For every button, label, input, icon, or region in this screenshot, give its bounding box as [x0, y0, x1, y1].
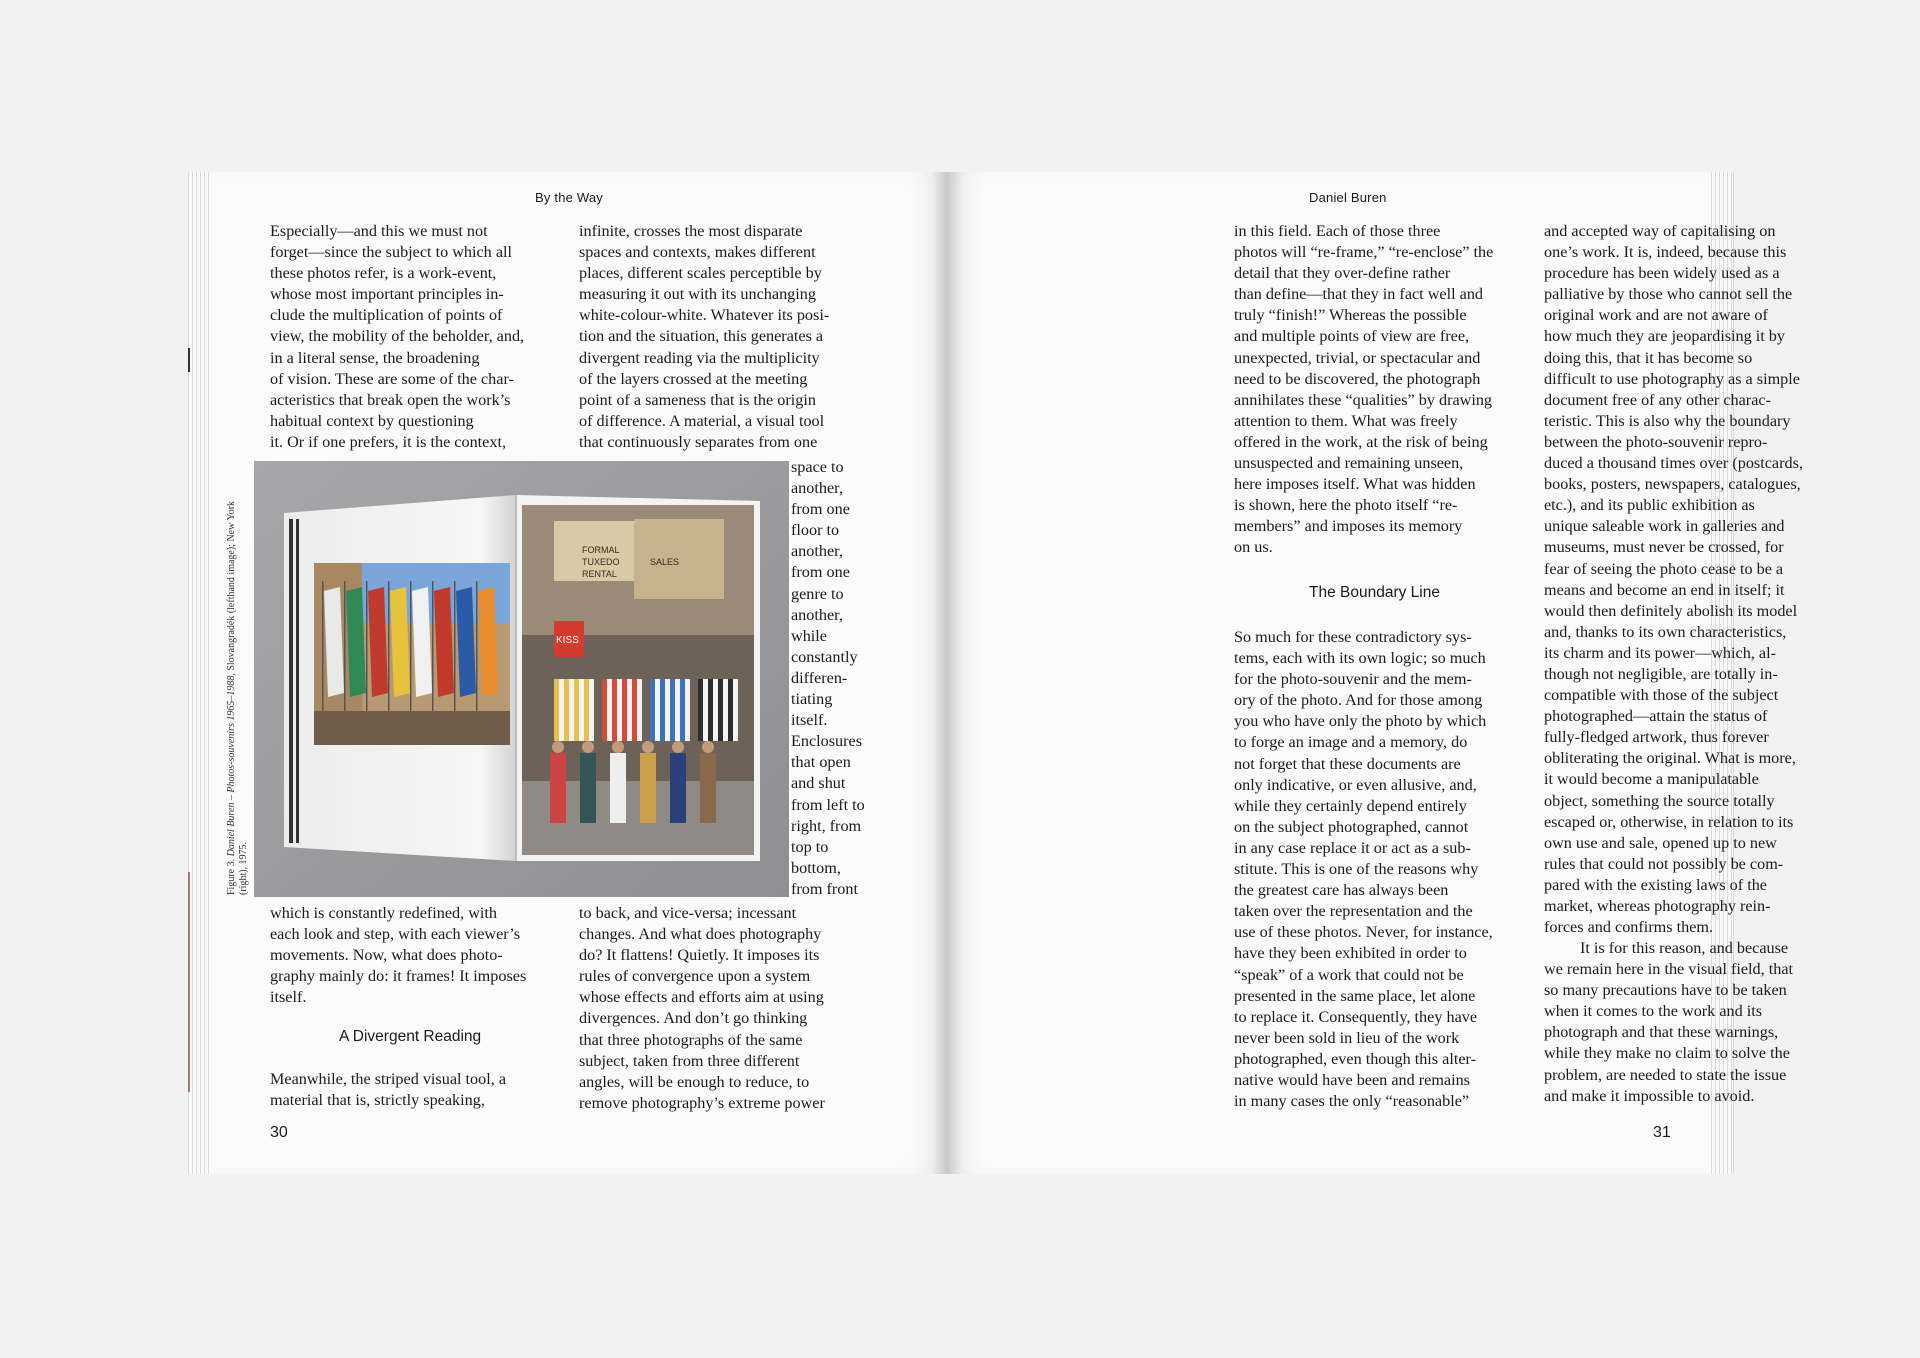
text-line: So much for these contradictory sys- [1234, 628, 1472, 646]
text-line: native would have been and remains [1234, 1070, 1470, 1089]
text-line: it would become a manipulatable [1544, 770, 1759, 789]
text-line: Meanwhile, the striped visual tool, a [270, 1070, 507, 1088]
text-line: palliative by those who cannot sell the [1544, 285, 1793, 304]
text-line: subject, taken from three different [579, 1051, 800, 1070]
text-line: original work and are not aware of [1544, 306, 1768, 325]
text-line: use of these photos. Never, for instance, [1234, 923, 1493, 942]
text-line: bottom, [791, 858, 841, 877]
text-line: whose effects and efforts aim at using [579, 988, 824, 1007]
person-figure [642, 741, 654, 753]
text-line: from one [791, 563, 850, 582]
text-line: view, the mobility of the beholder, and, [270, 327, 525, 346]
text-line: while they make no claim to solve the [1544, 1044, 1790, 1063]
left-column-1-bottom [270, 903, 526, 1008]
text-line: means and become an end in itself; it [1544, 580, 1785, 599]
street-sign-text: TUXEDO [582, 557, 620, 567]
left-page-edges [188, 172, 215, 1174]
flag-pole [410, 581, 412, 731]
text-line: so many precautions have to be taken [1544, 981, 1787, 1000]
text-line: it. Or if one prefers, it is the context, [270, 432, 506, 451]
gutter-shadow [932, 172, 962, 1174]
text-line: of the layers crossed at the meeting [579, 369, 808, 388]
text-line: document free of any other charac- [1544, 390, 1771, 409]
text-line: ory of the photo. And for those among [1234, 691, 1483, 710]
text-line: photos will “re-frame,” “re-enclose” the [1234, 243, 1494, 262]
running-head-left: By the Way [535, 190, 603, 205]
text-line: would then definitely abolish its model [1544, 601, 1798, 620]
text-line: tems, each with its own logic; so much [1234, 649, 1486, 668]
text-line: on us. [1234, 538, 1273, 557]
text-line: unique saleable work in galleries and [1544, 517, 1785, 536]
text-line: teristic. This is also why the boundary [1544, 411, 1791, 430]
person-figure [612, 741, 624, 753]
stripe-board [574, 679, 579, 741]
text-line: graphy mainly do: it frames! It imposes [270, 967, 527, 986]
text-line: photographed, even though this alter- [1234, 1049, 1476, 1068]
text-line: angles, will be enough to reduce, to [579, 1072, 810, 1091]
figure-book-photo [254, 461, 789, 897]
text-line: detail that they over-define rather [1234, 264, 1451, 283]
text-line: to forge an image and a memory, do [1234, 733, 1468, 752]
text-line: infinite, crosses the most disparate [579, 222, 803, 240]
text-line: white-colour-white. Whatever its posi- [579, 306, 830, 325]
text-line: point of a sameness that is the origin [579, 390, 816, 409]
text-line: rules of convergence upon a system [579, 967, 811, 986]
left-page [212, 172, 947, 1174]
text-line: members” and imposes its memory [1234, 517, 1463, 536]
text-line: another, [791, 542, 843, 561]
text-line: for the photo-souvenir and the mem- [1234, 670, 1472, 689]
text-line: in many cases the only “reasonable” [1234, 1092, 1470, 1111]
text-line: in any case replace it or act as a sub- [1234, 838, 1471, 857]
text-line: one’s work. It is, indeed, because this [1544, 243, 1787, 262]
text-line: how much they are jeopardising it by [1544, 327, 1785, 346]
text-line: acteristics that break open the work’s [270, 390, 511, 409]
text-line: which is constantly redefined, with [270, 904, 498, 922]
text-line: market, whereas photography rein- [1544, 897, 1771, 915]
street-sign-text: SALES [650, 557, 680, 567]
text-line: fear of seeing the photo cease to be a [1544, 559, 1784, 578]
text-line: and multiple points of view are free, [1234, 327, 1470, 346]
text-line: from left to [791, 795, 865, 814]
text-line: escaped or, otherwise, in relation to its [1544, 812, 1794, 831]
flag-pole [388, 581, 390, 731]
text-line: of difference. A material, a visual tool [579, 411, 825, 430]
text-line: procedure has been widely used as a [1544, 264, 1780, 283]
text-line: from one [791, 500, 850, 519]
flag-pole [432, 581, 434, 731]
stripe-board [584, 679, 589, 741]
text-line: its charm and its power—which, al- [1544, 643, 1776, 662]
street-sign-text: RENTAL [582, 569, 617, 579]
subheading-divergent-reading: A Divergent Reading [339, 1028, 482, 1045]
text-line: and, thanks to its own characteristics, [1544, 622, 1787, 641]
text-line: whose most important principles in- [270, 285, 504, 304]
text-line: while [791, 626, 827, 645]
edge-mark [188, 872, 190, 1092]
flag-pole [476, 581, 478, 731]
text-line: unexpected, trivial, or spectacular and [1234, 348, 1481, 367]
text-line: to replace it. Consequently, they have [1234, 1007, 1478, 1026]
flag-pole [366, 581, 368, 731]
text-line: forces and confirms them. [1544, 918, 1714, 937]
right-column-1-bottom [1234, 627, 1493, 1112]
text-line: object, something the source totally [1544, 791, 1775, 810]
text-line: to back, and vice-versa; incessant [579, 904, 797, 922]
text-line: floor to [791, 521, 840, 540]
text-line: itself. [791, 711, 828, 730]
text-line: of vision. These are some of the char- [270, 369, 514, 388]
text-line: each look and step, with each viewer’s [270, 925, 521, 944]
text-line: material that is, strictly speaking, [270, 1091, 485, 1110]
text-line: we remain here in the visual field, that [1544, 960, 1794, 979]
stripe-board [660, 679, 665, 741]
text-line: duced a thousand times over (postcards, [1544, 454, 1803, 473]
text-line: only indicative, or even allusive, and, [1234, 775, 1477, 794]
person-figure [672, 741, 684, 753]
text-line: photograph and that these warnings, [1544, 1023, 1779, 1042]
text-line: books, posters, newspapers, catalogues, [1544, 475, 1801, 494]
text-line: etc.), and its public exhibition as [1544, 496, 1755, 515]
stripe-board [554, 679, 559, 741]
person-figure [702, 741, 714, 753]
text-line: from front [791, 879, 858, 898]
stripe-board [708, 679, 713, 741]
text-line: that continuously separates from one [579, 432, 818, 451]
stripe-board [670, 679, 675, 741]
text-line: do? It flattens! Quietly. It imposes its [579, 946, 820, 965]
text-line: you who have only the photo by which [1234, 712, 1487, 731]
text-line: taken over the representation and the [1234, 902, 1473, 921]
text-line: these photos refer, is a work-event, [270, 264, 497, 283]
right-column-2-b [1544, 938, 1793, 1107]
text-line: and shut [791, 774, 846, 793]
page-number-left: 30 [270, 1124, 288, 1141]
text-line: itself. [270, 988, 307, 1007]
figure-photo [254, 461, 789, 897]
person-figure [670, 753, 686, 823]
text-line: need to be discovered, the photograph [1234, 369, 1481, 388]
street-sign-text: FORMAL [582, 545, 620, 555]
stripe-board [650, 679, 655, 741]
text-line: constantly [791, 647, 858, 666]
text-line: space to [791, 458, 844, 476]
text-line: fully-fledged artwork, thus forever [1544, 728, 1769, 747]
text-line: on the subject photographed, cannot [1234, 817, 1469, 836]
right-column-1-top [1234, 221, 1493, 559]
person-figure [552, 741, 564, 753]
text-line: forget—since the subject to which all [270, 243, 512, 262]
person-figure [700, 753, 716, 823]
text-line: rules that could not possibly be com- [1544, 854, 1784, 873]
text-line: compatible with those of the subject [1544, 686, 1779, 705]
text-line: in this field. Each of those three [1234, 222, 1441, 240]
text-line: It is for this reason, and because [1580, 939, 1789, 957]
text-line: though not negligible, are totally in- [1544, 664, 1778, 683]
text-line: measuring it out with its unchanging [579, 285, 816, 304]
text-line: have they been exhibited in order to [1234, 944, 1467, 963]
text-line: is shown, here the photo itself “re- [1234, 496, 1458, 515]
text-line: “speak” of a work that could not be [1234, 965, 1464, 984]
text-line: not forget that these documents are [1234, 754, 1461, 773]
text-line: another, [791, 479, 843, 498]
text-line: obliterating the original. What is more, [1544, 749, 1796, 768]
right-column-2-a [1544, 221, 1803, 938]
text-line: that three photographs of the same [579, 1030, 803, 1049]
text-line: differen- [791, 668, 848, 687]
text-line: in a literal sense, the broadening [270, 348, 480, 367]
text-line: habitual context by questioning [270, 411, 474, 430]
text-line: unsuspected and remaining unseen, [1234, 454, 1464, 473]
text-line: movements. Now, what does photo- [270, 946, 503, 965]
text-line: museums, must never be crossed, for [1544, 538, 1784, 557]
text-line: problem, are needed to state the issue [1544, 1065, 1787, 1084]
text-line: photographed—attain the status of [1544, 707, 1768, 726]
street-sign-text: KISS [556, 635, 579, 646]
left-column-2-bottom [579, 903, 825, 1114]
text-line: annihilates these “qualities” by drawing [1234, 390, 1493, 409]
right-page [947, 172, 1803, 1174]
text-line: remove photography’s extreme power [579, 1093, 825, 1112]
text-line: places, different scales perceptible by [579, 264, 822, 283]
text-line: tiating [791, 690, 833, 709]
text-line: pared with the existing laws of the [1544, 875, 1767, 894]
text-line: divergences. And don’t go thinking [579, 1009, 808, 1028]
text-line: top to [791, 837, 829, 856]
flag-pole [454, 581, 456, 731]
text-line: never been sold in lieu of the work [1234, 1028, 1460, 1047]
person-figure [550, 753, 566, 823]
book-spread [188, 172, 1803, 1174]
text-line: attention to them. What was freely [1234, 411, 1458, 430]
person-figure [580, 753, 596, 823]
left-column-1-top [270, 221, 524, 453]
text-line: own use and sale, opened up to new [1544, 833, 1777, 852]
text-line: spaces and contexts, makes different [579, 243, 816, 262]
text-line: genre to [791, 584, 844, 603]
text-line: than define—that they in fact well and [1234, 285, 1484, 304]
text-line: Especially—and this we must not [270, 222, 488, 240]
text-line: here imposes itself. What was hidden [1234, 475, 1476, 494]
text-line: stitute. This is one of the reasons why [1234, 860, 1479, 879]
flag-pole [322, 581, 324, 731]
stripe-board [622, 679, 627, 741]
text-line: right, from [791, 816, 862, 835]
person-figure [610, 753, 626, 823]
text-line: and accepted way of capitalising on [1544, 222, 1776, 240]
text-line: Enclosures [791, 732, 863, 751]
text-line: the greatest care has always been [1234, 881, 1449, 900]
stripe-board [564, 679, 569, 741]
text-line: divergent reading via the multiplicity [579, 348, 820, 367]
text-line: tion and the situation, this generates a [579, 327, 824, 346]
page-number-right: 31 [1653, 1124, 1671, 1141]
text-line: offered in the work, at the risk of being [1234, 432, 1488, 451]
text-line: presented in the same place, let alone [1234, 986, 1476, 1005]
left-column-2-narrow [791, 457, 865, 900]
stripe-board [728, 679, 733, 741]
text-line: difficult to use photography as a simple [1544, 369, 1800, 388]
text-line: doing this, that it has become so [1544, 348, 1753, 367]
left-column-1-after [270, 1069, 506, 1111]
flag-pole [344, 581, 346, 731]
stripe-board [632, 679, 637, 741]
stripe-board [602, 679, 607, 741]
text-line: between the photo-souvenir repro- [1544, 432, 1768, 451]
text-line: changes. And what does photography [579, 925, 822, 944]
text-line: another, [791, 605, 843, 624]
person-figure [640, 753, 656, 823]
left-column-2-top [579, 221, 829, 453]
subheading-boundary-line: The Boundary Line [1309, 584, 1440, 601]
edge-mark [188, 348, 190, 372]
stripe-board [698, 679, 703, 741]
text-line: truly “finish!” Whereas the possible [1234, 306, 1467, 325]
text-line: and make it impossible to avoid. [1544, 1086, 1755, 1105]
stripe-board [680, 679, 685, 741]
figure-caption: Figure 3. Daniel Buren – Photos-souvenirs 1965–1988, Slovangradék (lefthand image); New York (right), 1975. [226, 500, 249, 895]
running-head-right: Daniel Buren [1309, 190, 1387, 205]
text-line: that open [791, 753, 851, 772]
text-line: when it comes to the work and its [1544, 1002, 1763, 1021]
text-line: clude the multiplication of points of [270, 306, 503, 325]
stripe-board [718, 679, 723, 741]
stripe-board [612, 679, 617, 741]
person-figure [582, 741, 594, 753]
text-line: while they certainly depend entirely [1234, 796, 1467, 815]
